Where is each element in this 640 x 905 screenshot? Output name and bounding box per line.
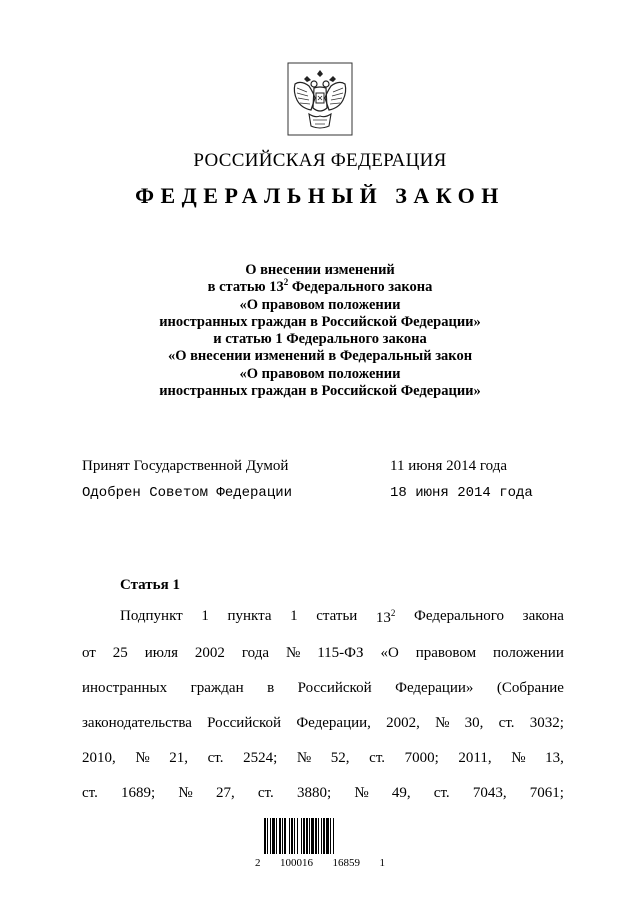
article-word: ст. — [82, 785, 98, 801]
barcode-bar — [297, 818, 298, 854]
article-word: 7061; — [529, 785, 564, 801]
article-word: 1689; — [121, 785, 156, 801]
article-word: 49, — [391, 785, 411, 801]
article-word: № — [511, 750, 526, 766]
article-word: 3880; — [296, 785, 332, 801]
barcode-bar — [291, 818, 293, 854]
article-word: граждан — [190, 680, 244, 696]
barcode-bar — [270, 818, 271, 854]
article-word: Федерации, — [296, 715, 371, 731]
barcode-digit-group: 1 — [379, 857, 385, 869]
article-word: ст. — [369, 750, 385, 766]
barcode-bar — [333, 818, 334, 854]
barcode-digit-group: 16859 — [332, 857, 360, 869]
article-word: пункта — [227, 608, 272, 624]
article-word: 2011, — [458, 750, 492, 766]
subject-line: иностранных граждан в Российской Федерации» — [159, 383, 481, 400]
article-word: Российской — [207, 715, 282, 731]
barcode-digit-group: 2 — [255, 857, 261, 869]
article-word: в — [267, 680, 275, 696]
barcode-bar — [309, 818, 310, 854]
barcode-number — [255, 857, 385, 869]
article-word: Федерации» — [395, 680, 474, 696]
article-text-line — [82, 645, 564, 662]
article-word: закона — [522, 608, 564, 624]
barcode-bar — [289, 818, 290, 854]
subject-line: и статью 1 Федерального закона — [213, 331, 427, 348]
article-word: № — [135, 750, 150, 766]
article-word: ст. — [257, 785, 274, 801]
subject-line: «О внесении изменений в Федеральный закон — [167, 348, 473, 365]
duma-adoption-label: Принят Государственной Думой — [82, 458, 289, 474]
article-word: статьи — [316, 608, 358, 624]
barcode-bar — [272, 818, 275, 854]
article-word: 13, — [545, 750, 564, 766]
barcode-bar — [306, 818, 308, 854]
article-word: Подпункт — [120, 608, 183, 624]
barcode-bar — [326, 818, 329, 854]
article-word: 2010, — [82, 750, 116, 766]
article-word: 2002, — [386, 715, 420, 731]
article-word: № — [354, 785, 369, 801]
article-word: 2524; — [243, 750, 278, 766]
article-word: 25 — [112, 645, 128, 661]
coat-of-arms-icon — [287, 62, 353, 136]
article-word: (Собрание — [496, 680, 564, 696]
barcode-icon — [262, 818, 378, 854]
article-word: № — [435, 715, 450, 731]
article-word: 30, — [464, 715, 484, 731]
subject-line: «О правовом положении — [239, 296, 401, 313]
barcode-bar — [301, 818, 302, 854]
article-superscript: 2 — [390, 608, 396, 618]
article-word: положении — [493, 645, 564, 661]
barcode-bar — [303, 818, 305, 854]
article-word: Российской — [297, 680, 372, 696]
article-word: ст. — [498, 715, 515, 731]
article-word: 27, — [215, 785, 235, 801]
article-word: июля — [144, 645, 178, 661]
barcode-bar — [330, 818, 331, 854]
article-word: правовом — [415, 645, 477, 661]
subject-line: О внесении изменений — [245, 262, 395, 278]
article-word: от — [82, 645, 96, 661]
subject-line: иностранных граждан в Российской Федерации» — [159, 313, 481, 330]
law-subject-title — [0, 262, 640, 400]
article-word: 2002 — [194, 645, 225, 661]
subject-line: «О правовом положении — [239, 365, 401, 382]
council-approval-date: 18 июня 2014 года — [390, 485, 533, 501]
article-word: 115-ФЗ — [317, 645, 364, 661]
article-word: 52, — [330, 750, 350, 766]
article-text-line — [82, 715, 564, 732]
barcode-bar — [284, 818, 286, 854]
article-word: 21, — [169, 750, 189, 766]
article-word: года — [241, 645, 269, 661]
article-word: Федерального — [414, 608, 505, 624]
country-name: РОССИЙСКАЯ ФЕДЕРАЦИЯ — [193, 150, 447, 171]
barcode-bar — [315, 818, 317, 854]
subject-line: в статью $13^2$ Федерального закона — [207, 277, 433, 296]
article-word: 1 — [201, 608, 209, 624]
article-word: законодательства — [82, 715, 192, 731]
article-word: № — [285, 645, 301, 661]
barcode-bar — [267, 818, 268, 854]
duma-adoption-date: 11 июня 2014 года — [390, 458, 507, 474]
barcode-bar — [282, 818, 283, 854]
barcode-bar — [279, 818, 281, 854]
barcode-bar — [323, 818, 325, 854]
barcode-bar — [311, 818, 314, 854]
article-word: «О — [380, 645, 399, 661]
article-word: 7043, — [472, 785, 507, 801]
council-approval-label: Одобрен Советом Федерации — [82, 485, 293, 501]
article-word: № — [178, 785, 193, 801]
article-text-line — [82, 750, 564, 767]
article-text-line — [82, 680, 564, 697]
article-word: 1 — [290, 608, 298, 624]
article-word: ст. — [433, 785, 450, 801]
article-heading: Статья 1 — [120, 577, 180, 593]
barcode-bar — [318, 818, 319, 854]
barcode-bar — [276, 818, 277, 854]
article-text-line — [82, 785, 564, 802]
barcode-digit-group: 100016 — [280, 857, 313, 869]
article-word: № — [296, 750, 312, 766]
article-word: 7000; — [404, 750, 439, 766]
barcode-bar — [264, 818, 266, 854]
article-word: ст. — [207, 750, 224, 766]
document-type-title: ФЕДЕРАЛЬНЫЙ ЗАКОН — [135, 183, 505, 208]
barcode-bar — [294, 818, 295, 854]
article-word: иностранных — [82, 680, 168, 696]
article-text-line — [120, 608, 564, 627]
article-word: $13^2$ — [375, 608, 396, 626]
barcode-bar — [321, 818, 322, 854]
article-word: 3032; — [529, 715, 564, 731]
